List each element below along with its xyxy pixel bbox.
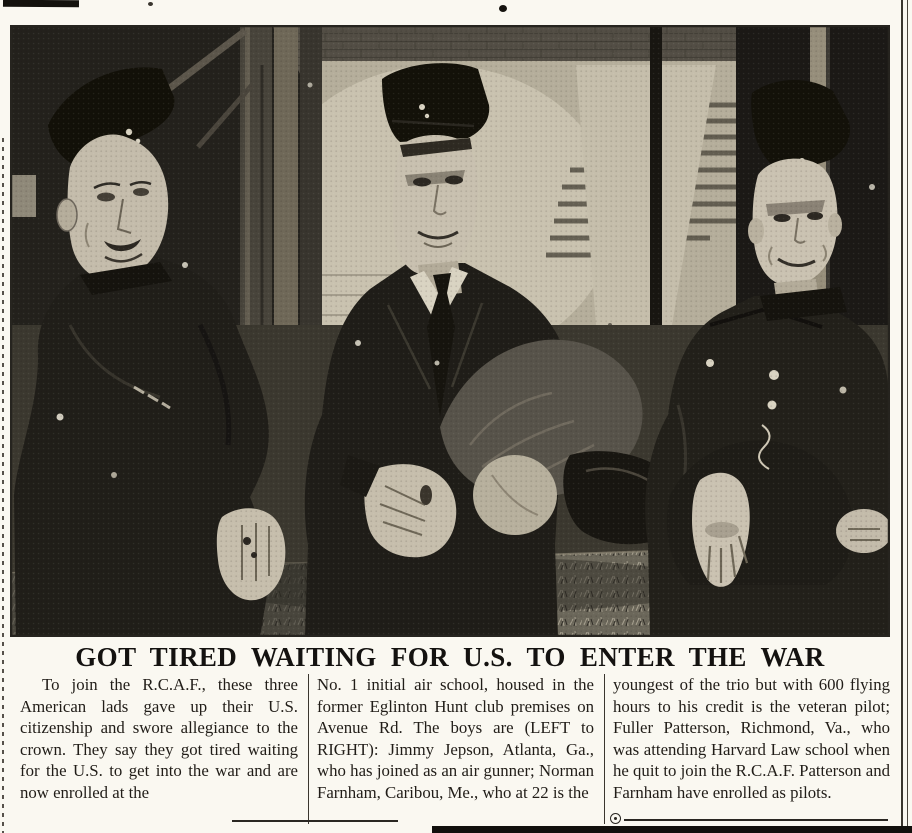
bottom-rule-middle <box>232 820 398 822</box>
caption <box>12 674 902 824</box>
caption-text-2: No. 1 initial air school, housed in the former Eglinton Hunt club premises on Avenue Rd. The boys are (LEFT to RIGHT): Jimmy Jepson, Atlanta, Ga., who has joined as an air gunner; Norman Farnham, Caribou, Me., who at 22 is the <box>317 675 594 802</box>
bottom-rule-right <box>624 819 888 821</box>
ink-speck <box>148 2 153 6</box>
caption-column-2 <box>308 674 604 824</box>
circled-dot-ornament <box>608 812 622 826</box>
headline: GOT TIRED WAITING FOR U.S. TO ENTER THE WAR <box>75 642 825 672</box>
caption-text-1: To join the R.C.A.F., these three American lads gave up their U.S. citizenship and swore allegiance to the crown. They say they got tired waiting for the U.S. to get into the war and are now enrolled at the <box>20 675 298 802</box>
caption-column-1 <box>12 674 308 824</box>
bottom-ink-bar <box>432 826 912 833</box>
right-column-rule-inner <box>907 0 908 833</box>
photo-three-rcaf-airmen <box>10 25 890 637</box>
left-column-rule <box>2 138 4 833</box>
top-left-ink-mark <box>3 0 79 7</box>
halftone-photo-illustration <box>10 25 890 637</box>
halftone-overlay <box>10 25 890 637</box>
caption-text-3: youngest of the trio but with 600 flying hours to his credit is the veteran pilot; Fuller Patterson, Richmond, Va., who was attending Harvard Law school when he quit to join the R.C.A.F. Patterson and Farnham have enrolled as pilots. <box>613 675 890 802</box>
caption-column-3 <box>604 674 900 824</box>
ink-speck <box>499 5 507 12</box>
